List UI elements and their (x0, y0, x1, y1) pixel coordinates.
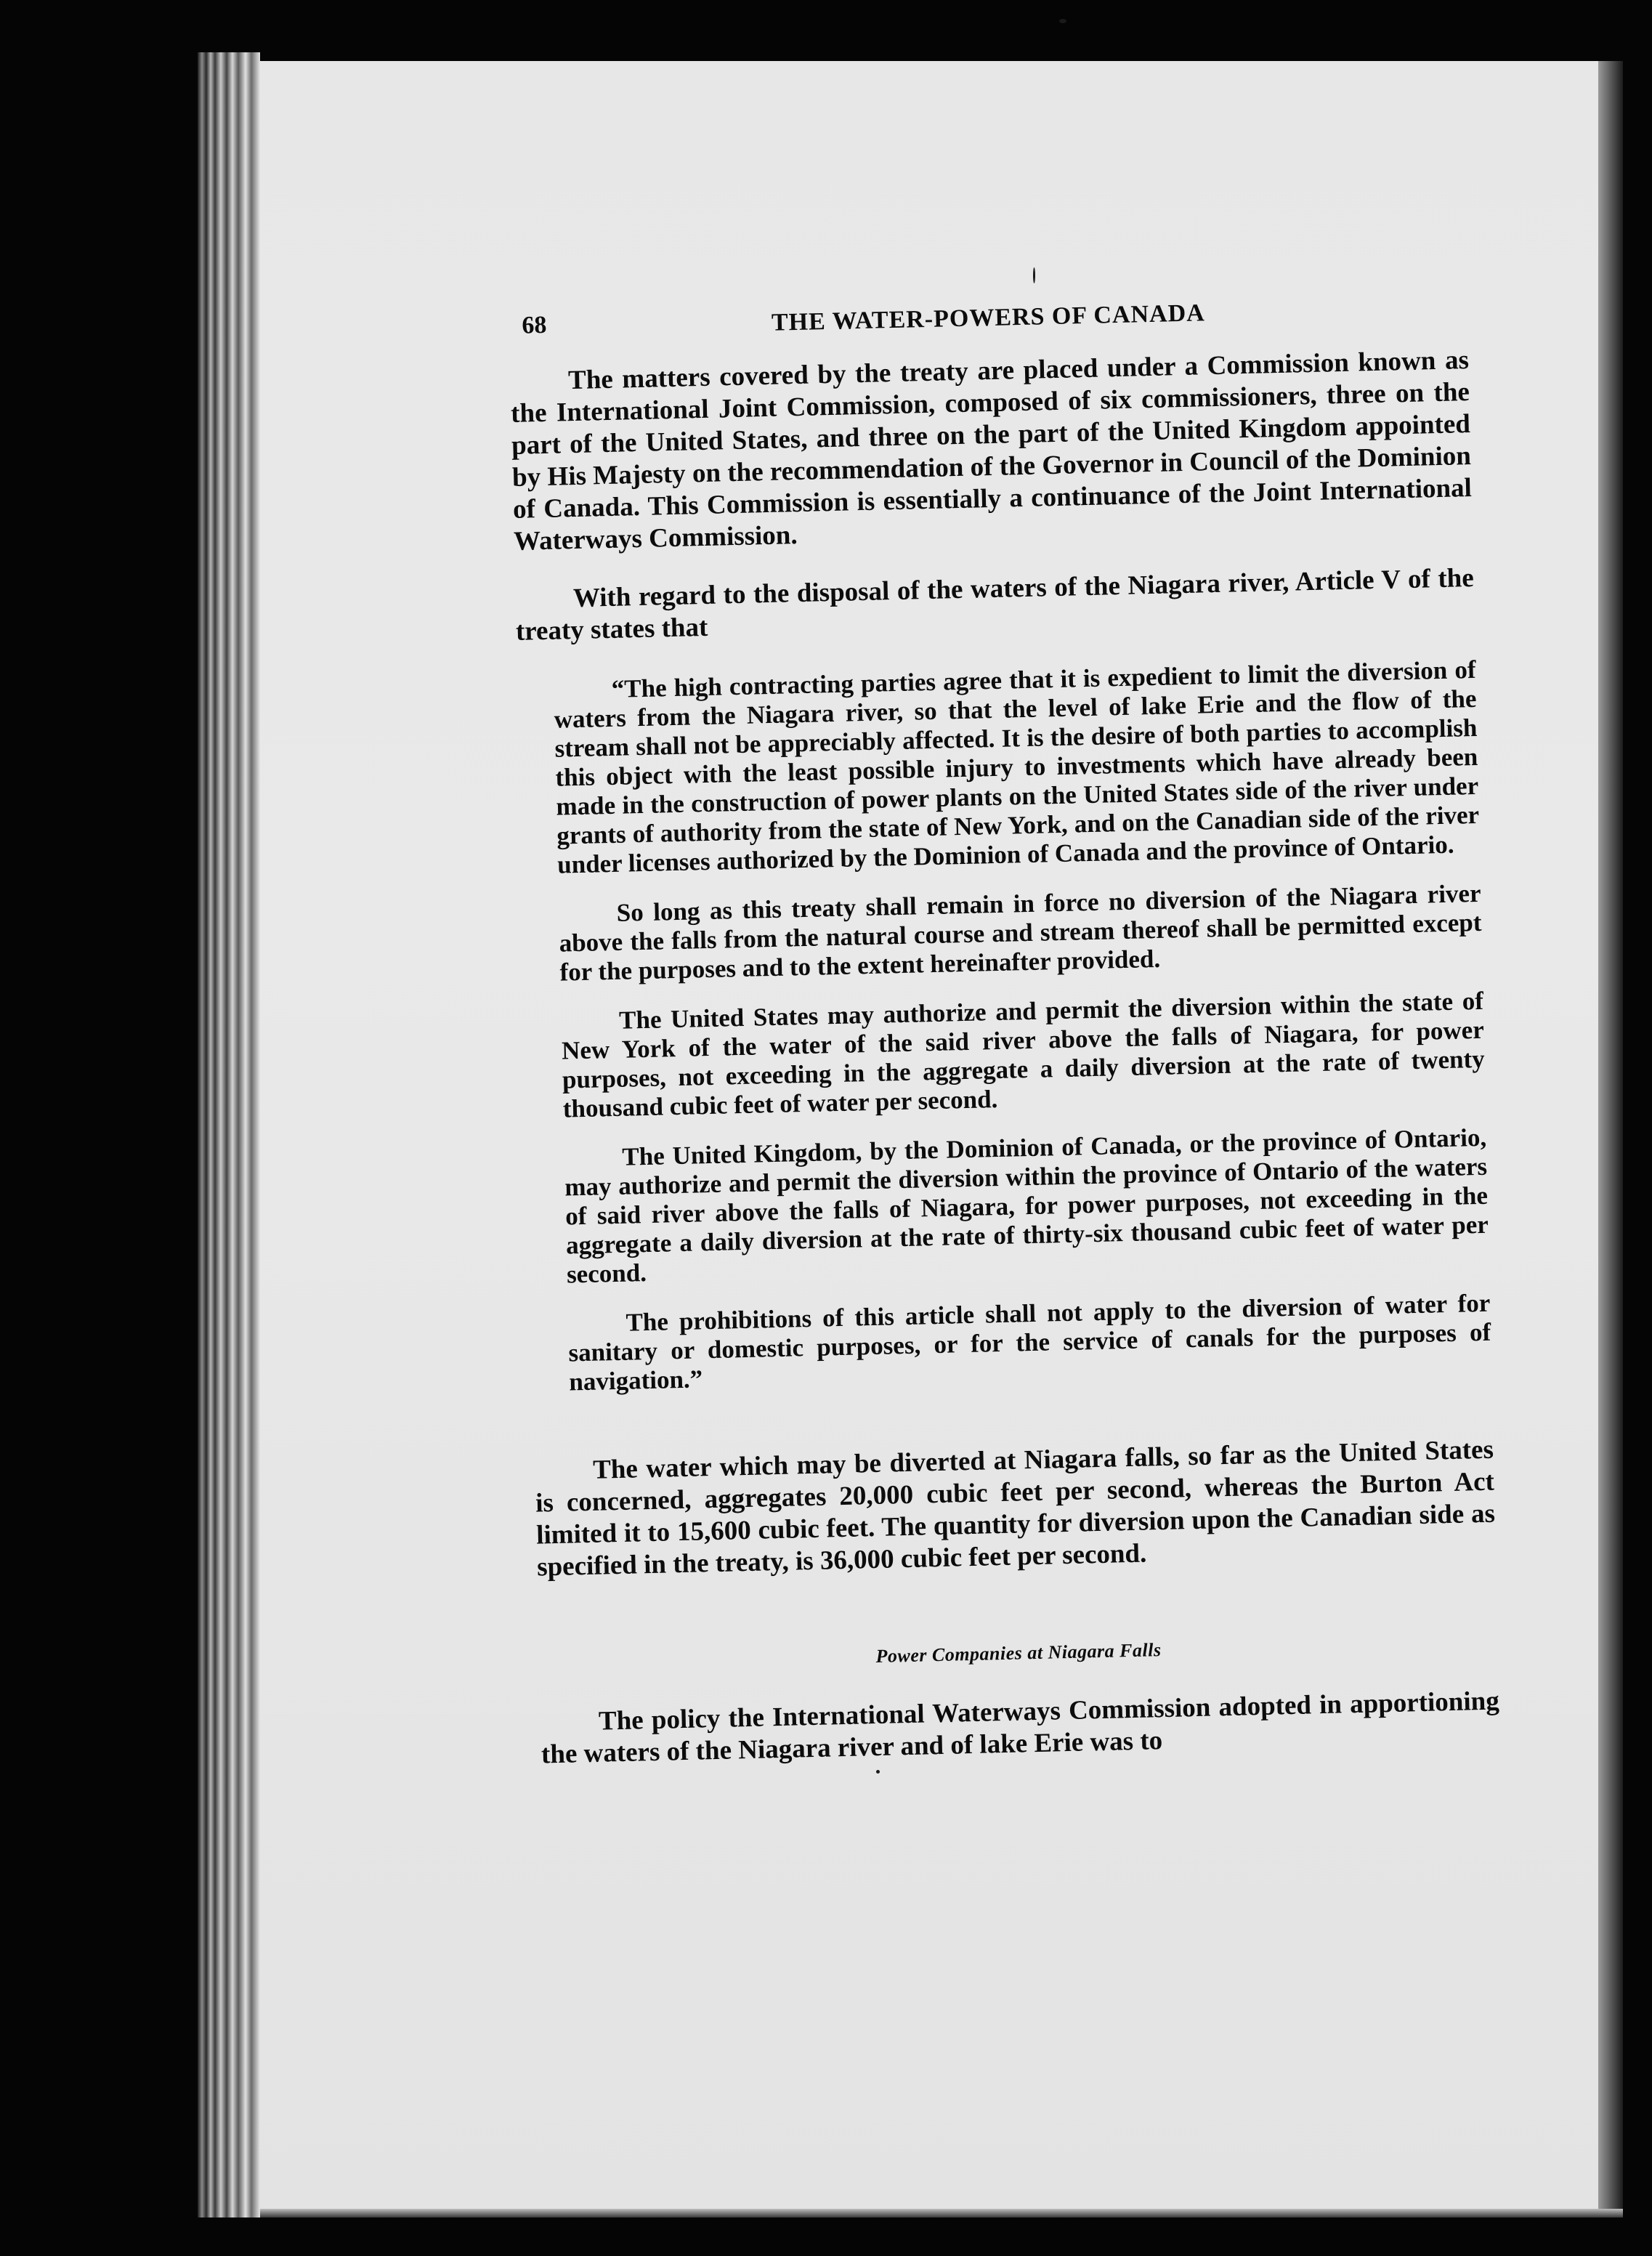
paragraph-diversion-quantities: The water which may be diverted at Niagara falls, so far as the United States is concerned, aggregates 20,000 cubic feet per second, whereas the Burton Act limited it to 15,600 cubic feet. The quantity for diversion upon the Canadian side as specified in the treaty, is 36,000 cubic feet per second. (535, 1434, 1496, 1582)
section-heading: Power Companies at Niagara Falls (875, 1639, 1162, 1667)
dust-speck (1033, 267, 1035, 283)
page-number: 68 (521, 311, 547, 339)
quote-paragraph: The prohibitions of this article shall not apply to the diversion of water for sanitary or domestic purposes, or for the service of canals for the purposes of navigation.” (568, 1288, 1491, 1396)
running-head: THE WATER-POWERS OF CANADA (771, 299, 1206, 336)
paragraph-policy: The policy the International Waterways Commission adopted in apportioning the waters of the Niagara river and of lake Erie was to (540, 1686, 1500, 1770)
treaty-quotation (517, 655, 1491, 1398)
page-bottom-edge (260, 2209, 1623, 2217)
paragraph-article-v: With regard to the disposal of the waters of the Niagara river, Article V of the treaty states that (515, 562, 1475, 647)
page-text-block (509, 291, 1500, 1771)
quote-paragraph: The United States may authorize and permit the diversion within the state of New York of the water of the said river above the falls of Niagara, for power purposes, not exceeding in the aggregate a daily diversion at the rate of twenty thousand cubic feet of water per second. (561, 986, 1486, 1123)
dust-speck (1059, 19, 1066, 23)
quote-paragraph: The United Kingdom, by the Dominion of Canada, or the province of Ontario, may authorize and permit the diversion within the province of Ontario of the waters of said river above the falls of Niagara, for power purposes, not exceeding in the aggregate a daily diversion at the rate of thirty-six thousand cubic feet of water per second. (564, 1123, 1489, 1289)
book-spine (198, 52, 260, 2217)
quote-paragraph: “The high contracting parties agree that it is expedient to limit the diversion of waters from the Niagara river, so that the level of lake Erie and the flow of the stream shall not be appreciably affected. It is the desire of both parties to accomplish this object with the least possible injury to investments which have already been made in the construction of power plants on the United States side of the river under grants of authority from the state of New York, and on the Canadian side of the river under licenses authorized by the Dominion of Canada and the province of Ontario. (554, 655, 1480, 879)
paragraph-commission: The matters covered by the treaty are placed under a Commission known as the International Joint Commission, composed of six commissioners, three on the part of the United States, and three on the part of the United Kingdom appointed by His Majesty on the recommendation of the Governor in Council of the Dominion of Canada. This Commission is essentially a continuance of the Joint International Waterways Commission. (510, 345, 1473, 557)
dust-speck (876, 1770, 880, 1774)
page-right-edge (1598, 61, 1623, 2217)
quote-paragraph: So long as this treaty shall remain in force no diversion of the Niagara river above the falls from the natural course and stream thereof shall be permitted except for the purposes and to the extent hereinafter provided. (559, 878, 1482, 987)
